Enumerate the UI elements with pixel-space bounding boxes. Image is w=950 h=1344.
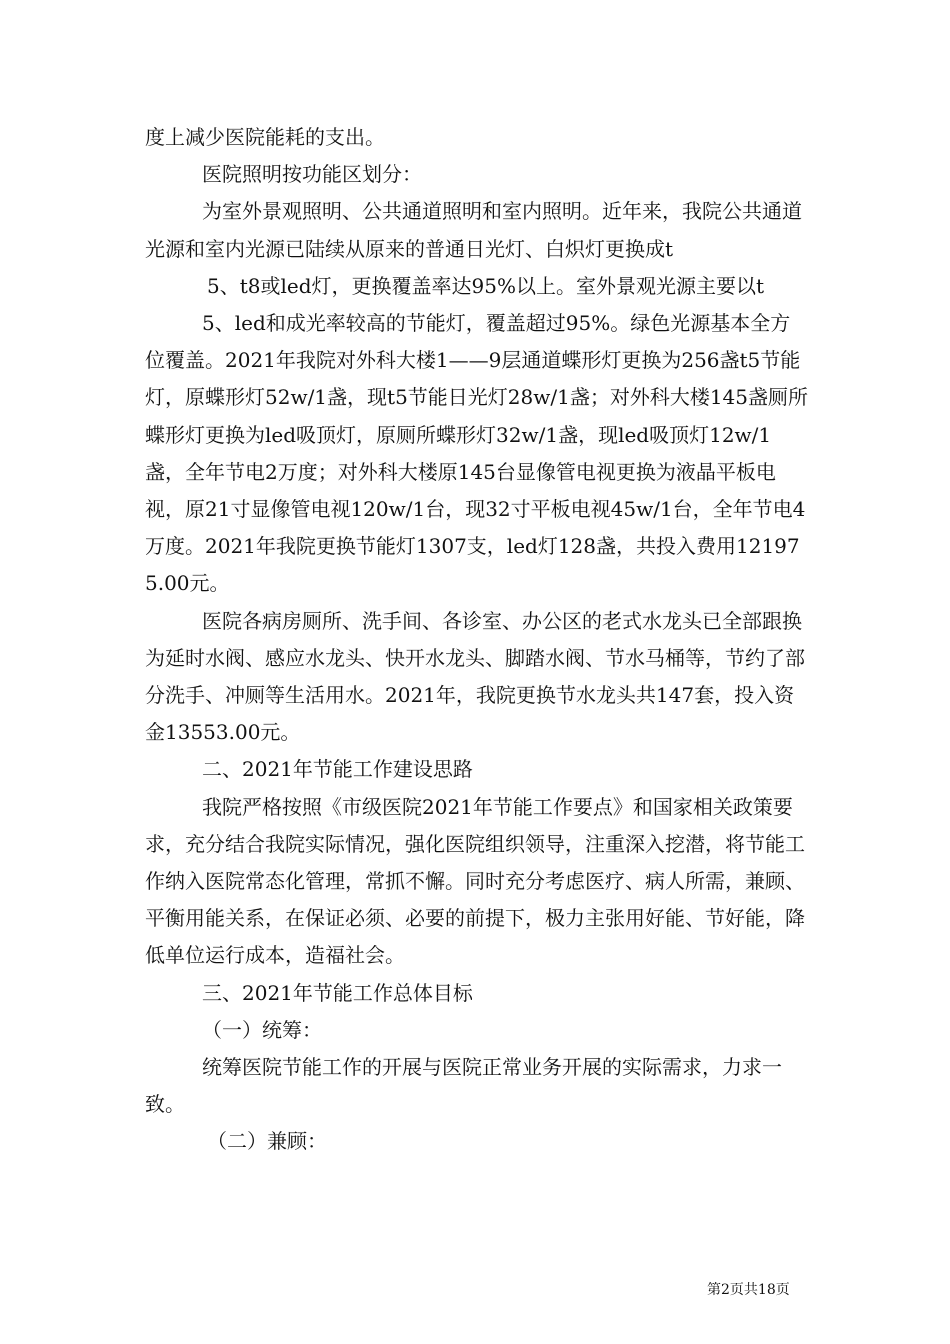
paragraph-lighting-coverage: 5、t8或led灯，更换覆盖率达95%以上。室外景观光源主要以t — [207, 273, 765, 298]
paragraph-strategy: 我院严格按照《市级医院2021年节能工作要点》和国家相关政策要求，充分结合我院实际情况，强化医院组织领导，注重深入挖潜，将节能工作纳入医院常态化管理，常抓不懈。同时充分考虑医疗、病人所需，兼顾、平衡用能关系，在保证必须、必要的前提下，极力主张用好能、节好能，降低单位运行成本，造福社会。 — [145, 794, 805, 968]
document-body — [145, 119, 810, 1161]
paragraph-coordination: 统筹医院节能工作的开展与医院正常业务开展的实际需求，力求一致。 — [145, 1055, 782, 1117]
paragraph-lighting-zones: 为室外景观照明、公共通道照明和室内照明。近年来，我院公共通道光源和室内光源已陆续从原来的普通日光灯、白炽灯更换成t — [145, 199, 802, 261]
paragraph-lighting-details: 5、led和成光率较高的节能灯，覆盖超过95%。绿色光源基本全方位覆盖。2021年我院对外科大楼1——9层通道蝶形灯更换为256盏t5节能灯，原蝶形灯52w/1盏，现t5节能日光灯28w/1盏；对外科大楼145盏厕所蝶形灯更换为led吸顶灯，原厕所蝶形灯32w/1盏，现led吸顶灯12w/1盏，全年节电2万度；对外科大楼原145台显像管电视更换为液晶平板电视，原21寸显像管电视120w/1台，现32寸平板电视45w/1台，全年节电4万度。2021年我院更换节能灯1307支，led灯128盏，共投入费用121975.00元。 — [145, 311, 808, 596]
paragraph-continuation: 度上减少医院能耗的支出。 — [145, 125, 385, 149]
section-heading-2: 二、2021年节能工作建设思路 — [202, 757, 473, 782]
subheading-balance: （二）兼顾： — [207, 1129, 327, 1154]
section-heading-3: 三、2021年节能工作总体目标 — [202, 980, 473, 1005]
paragraph-lighting-heading: 医院照明按功能区划分： — [202, 162, 422, 187]
subheading-coordination: （一）统筹： — [202, 1017, 322, 1042]
paragraph-water-saving: 医院各病房厕所、洗手间、各诊室、办公区的老式水龙头已全部跟换为延时水阀、感应水龙头、快开水龙头、脚踏水阀、节水马桶等，节约了部分洗手、冲厕等生活用水。2021年，我院更换节水龙头共147套，投入资金13553.00元。 — [145, 608, 805, 745]
page-number: 第2页共18页 — [707, 1282, 790, 1298]
